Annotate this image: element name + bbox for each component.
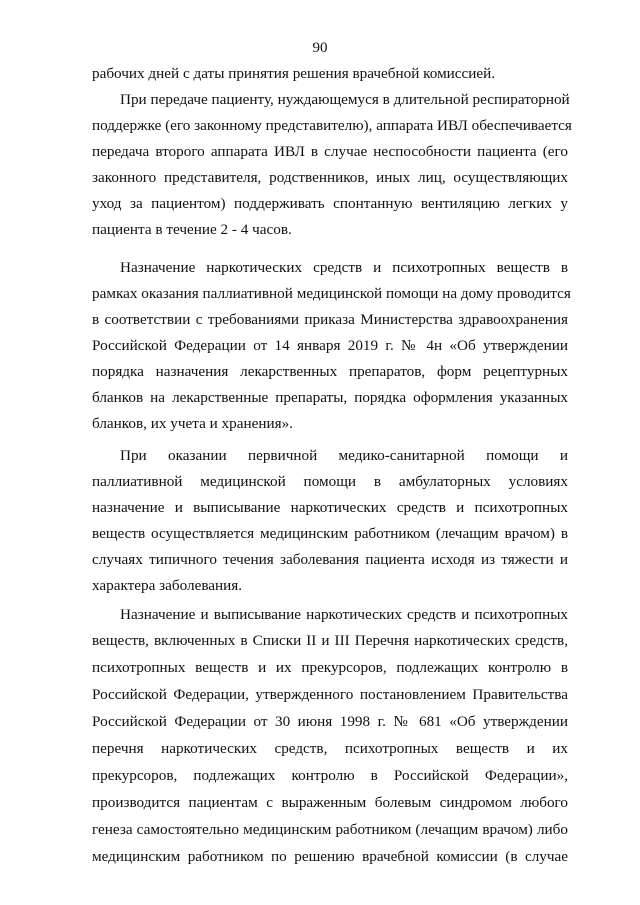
text-line: передача второго аппарата ИВЛ в случае неспособности пациента (его xyxy=(92,143,568,160)
text-line: рабочих дней с даты принятия решения врачебной комиссией. xyxy=(92,65,496,82)
text-line: законного представителя, родственников, иных лиц, осуществляющих xyxy=(92,169,568,186)
text-line: бланков, их учета и хранения». xyxy=(92,415,293,432)
text-line: веществ осуществляется медицинским работником (лечащим врачом) в xyxy=(92,525,568,542)
paragraph-first-line: При оказании первичной медико-санитарной помощи и xyxy=(120,447,568,464)
text-line: характера заболевания. xyxy=(92,577,243,594)
text-line: медицинским работником по решению врачебной комиссии (в случае xyxy=(92,848,568,865)
text-line: Российской Федерации от 14 января 2019 г. № 4н «Об утверждении xyxy=(92,337,568,354)
text-line: Российской Федерации от 30 июня 1998 г. № 681 «Об утверждении xyxy=(92,713,568,730)
text-line: веществ, включенных в Списки II и III Перечня наркотических средств, xyxy=(92,632,568,649)
text-line: производится пациентам с выраженным болевым синдромом любого xyxy=(92,794,568,811)
paragraph-first-line: Назначение и выписывание наркотических средств и психотропных xyxy=(120,606,568,623)
text-line: психотропных веществ и их прекурсоров, подлежащих контролю в xyxy=(92,659,568,676)
text-line: прекурсоров, подлежащих контролю в Российской Федерации», xyxy=(92,767,568,784)
text-line: паллиативной медицинской помощи в амбулаторных условиях xyxy=(92,473,568,490)
text-line: порядка назначения лекарственных препаратов, форм рецептурных xyxy=(92,363,568,380)
text-line: перечня наркотических средств, психотропных веществ и их xyxy=(92,740,568,757)
text-line: случаях типичного течения заболевания пациента исходя из тяжести и xyxy=(92,551,568,568)
paragraph-first-line: Назначение наркотических средств и психотропных веществ в xyxy=(120,259,568,276)
text-line: пациента в течение 2 - 4 часов. xyxy=(92,221,292,238)
text-line: поддержке (его законному представителю), аппарата ИВЛ обеспечивается xyxy=(92,117,572,134)
page-number: 90 xyxy=(312,40,328,56)
text-line: рамках оказания паллиативной медицинской помощи на дому проводится xyxy=(92,285,571,302)
text-line: уход за пациентом) поддерживать спонтанную вентиляцию легких у xyxy=(92,195,568,212)
text-line: генеза самостоятельно медицинским работником (лечащим врачом) либо xyxy=(92,821,568,838)
text-line: назначение и выписывание наркотических средств и психотропных xyxy=(92,499,568,516)
text-line: в соответствии с требованиями приказа Министерства здравоохранения xyxy=(92,311,568,328)
paragraph-first-line: При передаче пациенту, нуждающемуся в длительной респираторной xyxy=(120,91,570,108)
text-line: бланков на лекарственные препараты, порядка оформления указанных xyxy=(92,389,568,406)
text-line: Российской Федерации, утвержденного постановлением Правительства xyxy=(92,686,568,703)
